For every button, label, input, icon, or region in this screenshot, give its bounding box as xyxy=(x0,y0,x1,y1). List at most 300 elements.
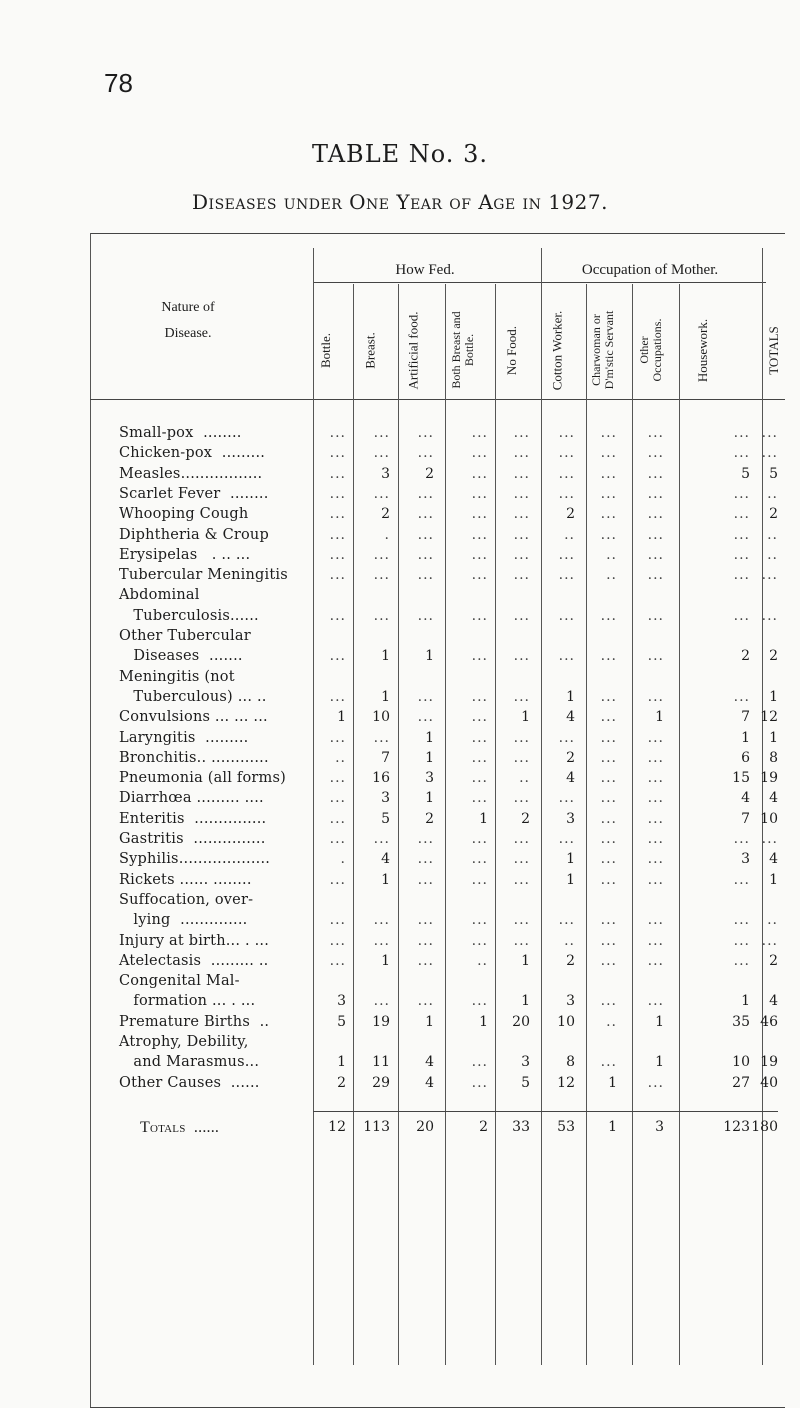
table-row-cell: 35 xyxy=(732,1013,750,1030)
table-row-cell: ... xyxy=(647,607,664,624)
table-row-label: Laryngitis ......... xyxy=(119,729,249,746)
table-row-cell: 2 xyxy=(381,506,390,523)
table-row-cell: 3 xyxy=(425,770,434,787)
table-row-cell: 5 xyxy=(521,1074,530,1091)
table-row-cell: 1 xyxy=(741,993,750,1010)
table-row-cell: ... xyxy=(471,445,488,462)
table-row-cell: ... xyxy=(329,648,346,665)
table-row-cell: 8 xyxy=(769,749,778,766)
table-row-cell: ... xyxy=(471,485,488,502)
table-row-cell: ... xyxy=(513,567,530,584)
table-row-cell: ... xyxy=(647,546,664,563)
table-row-label: Injury at birth... . ... xyxy=(119,932,270,949)
table-row-cell: ... xyxy=(417,546,434,563)
table-row-cell: ... xyxy=(600,506,617,523)
table-row-cell: ... xyxy=(600,445,617,462)
table-row-label: Whooping Cough xyxy=(119,506,249,523)
table-row-label: Chicken-pox ......... xyxy=(119,445,266,462)
table-row-cell: ... xyxy=(733,506,750,523)
table-row-cell: 5 xyxy=(741,465,750,482)
table-row-cell: ... xyxy=(513,425,530,441)
how-fed-heading: How Fed. xyxy=(395,262,455,278)
table-row-cell: ... xyxy=(761,932,778,949)
table-row-cell: 1 xyxy=(741,729,750,746)
table-row-label: Premature Births .. xyxy=(119,1013,270,1030)
table-row-cell: ... xyxy=(329,952,346,969)
table-row-cell: 1 xyxy=(381,952,390,969)
totals-cell: 123 xyxy=(723,1118,750,1135)
table-row-cell: 12 xyxy=(760,709,778,726)
table-row-cell: ... xyxy=(417,567,434,584)
table-row-cell: ... xyxy=(733,425,750,441)
table-row-label: Erysipelas . .. ... xyxy=(119,546,251,563)
table-row-cell: ... xyxy=(513,445,530,462)
table-row-cell: .. xyxy=(335,749,346,766)
table-row-cell: ... xyxy=(647,932,664,949)
table-row-cell: ... xyxy=(471,871,488,888)
totals-cell: 53 xyxy=(557,1118,575,1135)
table-row-cell: ... xyxy=(558,445,575,462)
table-row-cell: ... xyxy=(471,993,488,1010)
table-row-cell: ... xyxy=(558,425,575,441)
table-row-cell: ... xyxy=(733,912,750,929)
table-row-cell: ... xyxy=(373,425,390,441)
table-row-cell: ... xyxy=(600,648,617,665)
table-row-cell: ... xyxy=(329,526,346,543)
table-row-cell: ... xyxy=(647,851,664,868)
table-row-cell: 19 xyxy=(760,770,778,787)
table-row-cell: ... xyxy=(417,831,434,847)
table-row-cell: .. xyxy=(564,932,575,949)
table-row-cell: 1 xyxy=(425,790,434,807)
table-row-cell: ... xyxy=(558,567,575,584)
table-row-cell: 1 xyxy=(566,688,575,705)
table-row-label: Bronchitis.. ............ xyxy=(119,749,269,766)
table-row-label: Congenital Mal- xyxy=(119,973,240,990)
table-row-cell: 1 xyxy=(769,871,778,888)
table-row-cell: ... xyxy=(513,648,530,665)
table-row-cell: ... xyxy=(600,749,617,766)
table-row-cell: ... xyxy=(558,831,575,847)
table-row-cell: ... xyxy=(373,485,390,502)
table-row-cell: ... xyxy=(417,952,434,969)
table-row-cell: ... xyxy=(733,688,750,705)
table-row-cell: ... xyxy=(329,729,346,746)
table-row-cell: ... xyxy=(647,831,664,847)
table-row-cell: ... xyxy=(513,526,530,543)
table-row-cell: ... xyxy=(471,1074,488,1091)
table-row-cell: ... xyxy=(471,425,488,441)
table-row-cell: ... xyxy=(513,729,530,746)
table-row-cell: ... xyxy=(558,607,575,624)
table-row-cell: 10 xyxy=(372,709,390,726)
table-row-cell: 2 xyxy=(425,465,434,482)
table-row-cell: ... xyxy=(647,790,664,807)
table-left-rule xyxy=(90,233,91,1408)
table-row-cell: ... xyxy=(600,1054,617,1071)
table-row-cell: 3 xyxy=(566,993,575,1010)
table-row-cell: ... xyxy=(733,546,750,563)
column-header-text: No Food. xyxy=(504,325,520,375)
table-subtitle: Diseases under One Year of Age in 1927. xyxy=(192,190,608,214)
table-row-cell: ... xyxy=(471,709,488,726)
table-row-cell: ... xyxy=(647,465,664,482)
table-row-cell: ... xyxy=(329,912,346,929)
table-row-cell: 4 xyxy=(769,993,778,1010)
table-row-cell: ... xyxy=(417,912,434,929)
table-row-cell: ... xyxy=(329,770,346,787)
table-row-cell: ... xyxy=(417,851,434,868)
table-row-cell: ... xyxy=(558,546,575,563)
table-row-cell: ... xyxy=(761,445,778,462)
table-row-cell: 46 xyxy=(760,1013,778,1030)
table-row-cell: ... xyxy=(417,506,434,523)
table-row-cell: ... xyxy=(513,688,530,705)
table-row-cell: 3 xyxy=(566,810,575,827)
table-row-cell: ... xyxy=(329,425,346,441)
table-row-cell: ... xyxy=(373,607,390,624)
table-row-cell: ... xyxy=(417,425,434,441)
table-row-cell: ... xyxy=(471,648,488,665)
table-row-label: Tuberculous) ... .. xyxy=(119,688,267,705)
table-row-cell: 4 xyxy=(566,770,575,787)
column-header-text: Housework. xyxy=(695,318,711,382)
totals-cell: 33 xyxy=(512,1118,530,1135)
table-row-cell: 3 xyxy=(521,1054,530,1071)
table-row-cell: ... xyxy=(600,485,617,502)
table-row-cell: ... xyxy=(647,749,664,766)
table-row-cell: ... xyxy=(513,912,530,929)
table-row-label: Abdominal xyxy=(119,587,200,604)
table-row-cell: 4 xyxy=(769,790,778,807)
table-row-cell: ... xyxy=(373,445,390,462)
table-row-cell: 19 xyxy=(372,1013,390,1030)
table-row-label: and Marasmus... xyxy=(119,1054,260,1071)
table-row-cell: ... xyxy=(647,1074,664,1091)
column-rule xyxy=(541,248,542,1365)
table-row-cell: ... xyxy=(329,445,346,462)
table-title: TABLE No. 3. xyxy=(312,140,488,168)
table-row-cell: ... xyxy=(600,790,617,807)
totals-cell: 20 xyxy=(416,1118,434,1135)
table-row-cell: ... xyxy=(558,912,575,929)
table-row-cell: ... xyxy=(329,485,346,502)
table-row-cell: ... xyxy=(329,607,346,624)
table-row-cell: 1 xyxy=(381,688,390,705)
group-divider-rule xyxy=(313,282,766,283)
table-row-cell: ... xyxy=(647,729,664,746)
table-row-cell: ... xyxy=(471,912,488,929)
table-row-cell: ... xyxy=(513,749,530,766)
nature-line-2: Disease. xyxy=(164,326,212,341)
table-row-cell: .. xyxy=(477,952,488,969)
table-row-cell: ... xyxy=(647,648,664,665)
table-row-cell: ... xyxy=(513,546,530,563)
nature-of-disease-heading xyxy=(118,295,258,347)
table-row-cell: ... xyxy=(417,526,434,543)
table-row-cell: 20 xyxy=(512,1013,530,1030)
table-row-cell: .. xyxy=(767,485,778,502)
table-row-cell: 5 xyxy=(381,810,390,827)
table-row-cell: ... xyxy=(471,790,488,807)
table-row-cell: ... xyxy=(417,607,434,624)
table-row-cell: ... xyxy=(471,567,488,584)
table-row-cell: . xyxy=(340,851,346,868)
table-row-cell: 1 xyxy=(655,709,664,726)
table-row-cell: 7 xyxy=(741,709,750,726)
table-row-cell: ... xyxy=(373,831,390,847)
table-row-cell: 27 xyxy=(732,1074,750,1091)
table-row-cell: ... xyxy=(373,729,390,746)
table-row-cell: 2 xyxy=(741,648,750,665)
table-row-label: Tubercular Meningitis xyxy=(119,567,288,584)
table-row-cell: 1 xyxy=(769,688,778,705)
totals-cell: 3 xyxy=(655,1118,664,1135)
table-row-cell: 29 xyxy=(372,1074,390,1091)
table-row-cell: 1 xyxy=(608,1074,617,1091)
table-row-cell: ... xyxy=(513,506,530,523)
table-row-cell: ... xyxy=(647,485,664,502)
table-row-cell: ... xyxy=(471,770,488,787)
table-row-cell: ... xyxy=(600,526,617,543)
table-row-cell: ... xyxy=(733,932,750,949)
table-row-label: Gastritis ............... xyxy=(119,831,266,847)
column-rule xyxy=(313,248,314,1365)
table-row-cell: 4 xyxy=(769,851,778,868)
table-row-cell: ... xyxy=(600,770,617,787)
column-header-text: Bottle. xyxy=(318,332,334,368)
table-row-cell: 1 xyxy=(655,1054,664,1071)
table-row-cell: ... xyxy=(647,770,664,787)
table-row-cell: .. xyxy=(564,526,575,543)
table-row-cell: ... xyxy=(471,526,488,543)
table-row-label: Atelectasis ......... .. xyxy=(119,952,269,969)
table-row-cell: 2 xyxy=(521,810,530,827)
table-row-label: Atrophy, Debility, xyxy=(119,1034,249,1050)
table-row-cell: 40 xyxy=(760,1074,778,1091)
table-row-cell: ... xyxy=(733,445,750,462)
table-row-cell: ... xyxy=(471,851,488,868)
table-row-cell: ... xyxy=(373,546,390,563)
totals-cell: 113 xyxy=(363,1118,390,1135)
totals-cell: 1 xyxy=(608,1118,617,1135)
table-row-cell: .. xyxy=(767,546,778,563)
table-row-cell: 7 xyxy=(741,810,750,827)
table-row-cell: 1 xyxy=(425,749,434,766)
table-row-cell: 4 xyxy=(566,709,575,726)
table-row-cell: 1 xyxy=(425,729,434,746)
table-row-cell: ... xyxy=(600,465,617,482)
table-row-cell: ... xyxy=(761,567,778,584)
table-row-label: Diseases ....... xyxy=(119,648,243,665)
table-row-cell: 3 xyxy=(741,851,750,868)
table-row-cell: ... xyxy=(373,932,390,949)
table-row-cell: 1 xyxy=(425,648,434,665)
table-row-cell: .. xyxy=(767,912,778,929)
table-row-cell: ... xyxy=(733,952,750,969)
table-row-cell: ... xyxy=(558,790,575,807)
table-row-cell: 1 xyxy=(521,709,530,726)
table-row-cell: .. xyxy=(606,567,617,584)
column-header-text: Other Occupations. xyxy=(637,318,664,382)
table-row-cell: 11 xyxy=(372,1054,390,1071)
table-row-cell: ... xyxy=(471,607,488,624)
table-row-cell: ... xyxy=(373,993,390,1010)
table-row-cell: 4 xyxy=(425,1074,434,1091)
table-row-cell: .. xyxy=(519,770,530,787)
table-row-cell: ... xyxy=(329,871,346,888)
table-row-cell: . xyxy=(384,526,390,543)
table-row-cell: 12 xyxy=(557,1074,575,1091)
table-row-cell: ... xyxy=(647,952,664,969)
table-row-cell: 1 xyxy=(769,729,778,746)
table-row-cell: ... xyxy=(471,729,488,746)
table-row-cell: ... xyxy=(558,485,575,502)
table-row-cell: ... xyxy=(600,729,617,746)
table-row-cell: ... xyxy=(513,831,530,847)
table-row-cell: ... xyxy=(417,688,434,705)
table-row-cell: 8 xyxy=(566,1054,575,1071)
table-row-cell: ... xyxy=(600,851,617,868)
table-row-cell: ... xyxy=(558,648,575,665)
table-row-cell: 2 xyxy=(425,810,434,827)
table-row-cell: ... xyxy=(329,567,346,584)
column-header-text: TOTALS xyxy=(765,325,781,375)
table-top-rule xyxy=(90,233,785,234)
table-row-cell: ... xyxy=(471,831,488,847)
table-row-cell: 2 xyxy=(769,648,778,665)
table-row-cell: ... xyxy=(647,445,664,462)
table-row-cell: ... xyxy=(329,831,346,847)
column-header-text: Artificial food. xyxy=(405,311,421,389)
table-row-cell: ... xyxy=(329,465,346,482)
table-row-cell: .. xyxy=(606,1013,617,1030)
column-header-8 xyxy=(663,310,743,390)
table-row-cell: ... xyxy=(600,831,617,847)
table-row-cell: 7 xyxy=(381,749,390,766)
column-header-9 xyxy=(733,310,800,390)
table-row-cell: ... xyxy=(600,871,617,888)
table-row-cell: ... xyxy=(329,932,346,949)
table-row-cell: 10 xyxy=(760,810,778,827)
table-row-cell: ... xyxy=(329,546,346,563)
table-row-cell: ... xyxy=(471,688,488,705)
table-row-cell: ... xyxy=(600,425,617,441)
table-row-label: Other Causes ...... xyxy=(119,1074,260,1091)
table-row-cell: 1 xyxy=(337,1054,346,1071)
nature-line-1: Nature of xyxy=(161,300,215,315)
table-row-cell: ... xyxy=(647,567,664,584)
table-row-cell: 2 xyxy=(769,952,778,969)
table-row-cell: 5 xyxy=(337,1013,346,1030)
table-row-cell: 1 xyxy=(566,871,575,888)
table-row-label: Enteritis ............... xyxy=(119,810,267,827)
table-row-cell: ... xyxy=(600,952,617,969)
table-row-cell: ... xyxy=(513,790,530,807)
table-row-cell: ... xyxy=(373,567,390,584)
table-row-cell: ... xyxy=(647,993,664,1010)
totals-rule xyxy=(313,1111,778,1112)
table-row-cell: ... xyxy=(600,810,617,827)
table-row-cell: 1 xyxy=(479,1013,488,1030)
table-row-cell: ... xyxy=(329,790,346,807)
column-header-text: Charwoman or D'm'stic Servant xyxy=(589,310,616,390)
table-row-cell: ... xyxy=(600,607,617,624)
table-row-cell: ... xyxy=(471,932,488,949)
table-row-cell: 10 xyxy=(732,1054,750,1071)
table-row-label: Diarrhœa ......... .... xyxy=(119,790,264,807)
table-row-cell: ... xyxy=(647,688,664,705)
table-row-cell: ... xyxy=(600,912,617,929)
table-row-cell: 1 xyxy=(381,871,390,888)
table-row-cell: ... xyxy=(647,506,664,523)
table-row-cell: 16 xyxy=(372,770,390,787)
table-row-cell: 1 xyxy=(521,952,530,969)
table-row-label: Tuberculosis...... xyxy=(119,607,259,624)
table-row-cell: 5 xyxy=(769,465,778,482)
table-row-cell: 2 xyxy=(566,952,575,969)
table-row-cell: 1 xyxy=(337,709,346,726)
occupation-heading: Occupation of Mother. xyxy=(581,262,719,278)
table-row-label: Meningitis (not xyxy=(119,668,235,685)
column-header-text: Cotton Worker. xyxy=(549,310,565,390)
table-row-label: Scarlet Fever ........ xyxy=(119,485,269,502)
table-row-cell: ... xyxy=(733,607,750,624)
table-row-cell: ... xyxy=(417,871,434,888)
table-row-cell: ... xyxy=(733,871,750,888)
table-row-cell: ... xyxy=(558,729,575,746)
table-row-cell: ... xyxy=(329,506,346,523)
table-row-cell: 3 xyxy=(337,993,346,1010)
table-row-cell: ... xyxy=(471,506,488,523)
header-bottom-rule xyxy=(90,399,785,400)
table-row-cell: 1 xyxy=(479,810,488,827)
table-row-cell: 6 xyxy=(741,749,750,766)
table-row-label: Small-pox ........ xyxy=(119,425,242,441)
table-row-cell: 2 xyxy=(337,1074,346,1091)
totals-cell: 12 xyxy=(328,1118,346,1135)
table-row-cell: 1 xyxy=(655,1013,664,1030)
table-row-cell: ... xyxy=(471,546,488,563)
totals-cell: 180 xyxy=(751,1118,778,1135)
table-row-cell: ... xyxy=(513,871,530,888)
table-row-label: lying .............. xyxy=(119,912,248,929)
table-row-cell: ... xyxy=(558,465,575,482)
table-row-label: Suffocation, over- xyxy=(119,891,254,908)
table-row-cell: ... xyxy=(761,831,778,847)
table-row-cell: 4 xyxy=(381,851,390,868)
table-row-cell: ... xyxy=(417,709,434,726)
totals-label: Totals ...... xyxy=(140,1118,220,1136)
table-row-cell: ... xyxy=(647,871,664,888)
table-row-cell: ... xyxy=(471,1054,488,1071)
table-row-cell: ... xyxy=(733,567,750,584)
table-row-cell: ... xyxy=(647,912,664,929)
table-row-label: Measles................. xyxy=(119,465,263,482)
table-row-cell: 2 xyxy=(566,506,575,523)
table-row-cell: ... xyxy=(329,810,346,827)
table-row-cell: ... xyxy=(600,932,617,949)
table-row-cell: ... xyxy=(733,526,750,543)
table-row-cell: ... xyxy=(733,831,750,847)
column-header-text: Breast. xyxy=(362,331,378,369)
table-row-cell: ... xyxy=(417,932,434,949)
table-row-cell: ... xyxy=(733,485,750,502)
column-header-text: Both Breast and Bottle. xyxy=(449,311,476,389)
table-row-cell: ... xyxy=(329,688,346,705)
table-row-cell: ... xyxy=(513,485,530,502)
table-row-cell: .. xyxy=(606,546,617,563)
